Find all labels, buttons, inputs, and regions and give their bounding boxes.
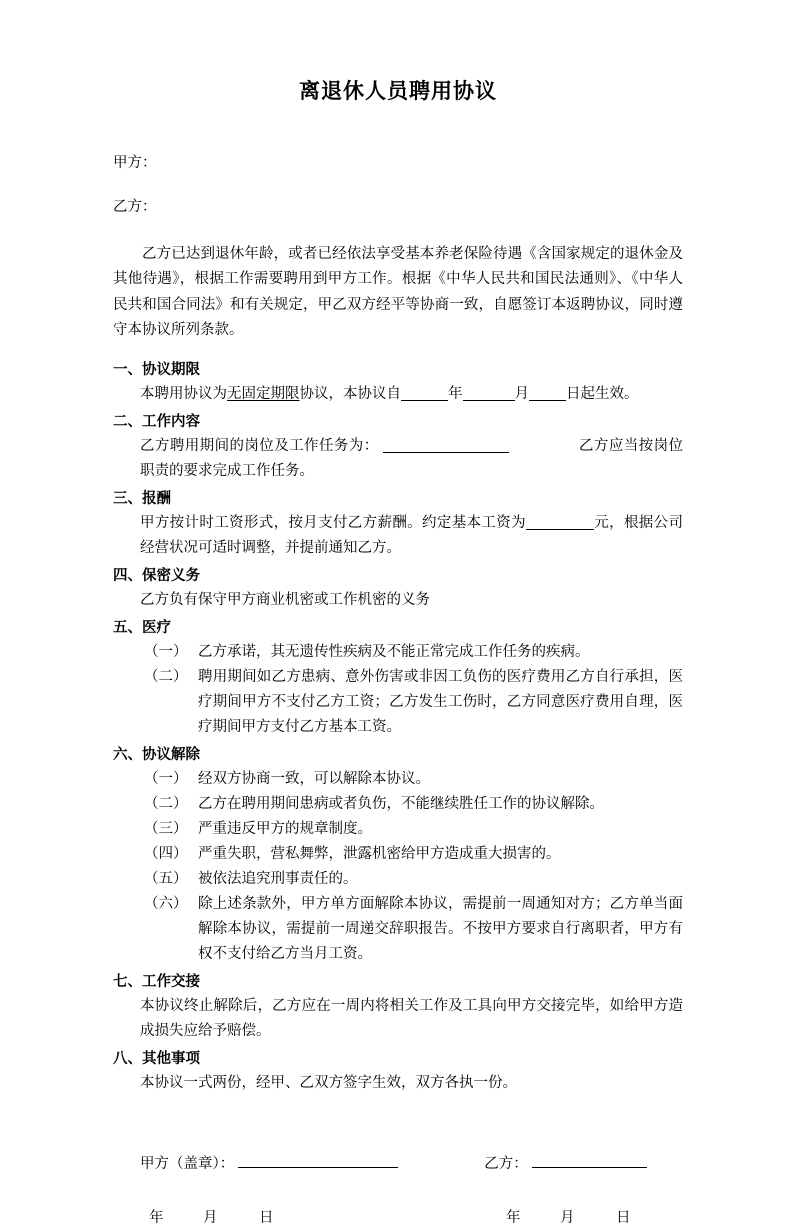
signature-party-b-label: 乙方：: [484, 1156, 528, 1173]
date-party-b: 年 月 日: [506, 1206, 616, 1230]
term-year-blank[interactable]: [401, 385, 448, 401]
term-year-label: 年: [448, 386, 463, 403]
section-termination: [113, 743, 683, 967]
list-item-text: 严重违反甲方的规章制度。: [198, 821, 372, 838]
signature-party-a: [140, 1152, 398, 1176]
list-item-text: 经双方协商一致，可以解除本协议。: [198, 771, 430, 788]
wage-text-1: 甲方按计时工资形式，按月支付乙方薪酬。约定基本工资为: [140, 515, 526, 532]
list-item-marker: （四）: [144, 846, 188, 863]
signature-party-b-blank[interactable]: [532, 1153, 647, 1168]
section-heading: 五、医疗: [113, 620, 171, 637]
section-handover: [113, 970, 683, 1044]
date-b-month: 月: [560, 1210, 575, 1227]
term-underlined-value: 无固定期限: [227, 386, 300, 403]
list-item-text: 聘用期间如乙方患病、意外伤害或非因工负伤的医疗费用乙方自行承担，医疗期间甲方不支付乙方工资；乙方发生工伤时，乙方同意医疗费用自理，医疗期间甲方支付乙方基本工资。: [198, 669, 683, 736]
preamble-paragraph: 乙方已达到退休年龄，或者已经依法享受基本养老保险待遇《含国家规定的退休金及其他待遇》，根据工作需要聘用到甲方工作。根据《中华人民共和国民法通则》、《中华人民共和国合同法》和有关规定，甲乙双方经平等协商一致，自愿签订本返聘协议，同时遵守本协议所列条款。: [113, 245, 683, 339]
section-agreement-term: [113, 358, 683, 407]
job-position-blank[interactable]: [383, 437, 509, 453]
section-body: 本协议一式两份，经甲、乙双方签字生效，双方各执一份。: [140, 1075, 517, 1092]
list-item: [113, 892, 683, 967]
date-a-year: 年: [149, 1210, 164, 1227]
list-item-marker: （二）: [144, 796, 188, 813]
section-heading: 七、工作交接: [113, 974, 200, 991]
signature-party-a-label: 甲方（盖章）：: [140, 1156, 235, 1173]
signature-spacer: [398, 1152, 484, 1176]
party-a-header: 甲方：: [113, 155, 157, 172]
term-month-label: 月: [514, 386, 529, 403]
section-heading: 六、协议解除: [113, 747, 200, 764]
list-item-text: 被依法追究刑事责任的。: [198, 871, 358, 888]
section-job-content: [113, 410, 683, 484]
section-medical: [113, 616, 683, 740]
list-item-marker: （二）: [144, 669, 188, 686]
document-body: [113, 0, 683, 1230]
section-body: 乙方负有保守甲方商业机密或工作机密的义务: [140, 592, 430, 609]
signature-row: [113, 1152, 683, 1176]
list-item-marker: （一）: [144, 644, 188, 661]
date-b-year: 年: [506, 1210, 521, 1227]
signature-party-a-blank[interactable]: [238, 1153, 398, 1168]
party-b-header: 乙方：: [113, 199, 157, 216]
signature-party-b: [484, 1152, 647, 1176]
term-day-label: 日起生效。: [566, 386, 639, 403]
section-body: [113, 511, 683, 561]
date-spacer: [259, 1206, 506, 1230]
list-item: [113, 842, 683, 867]
term-month-blank[interactable]: [463, 385, 515, 401]
list-item-marker: （五）: [144, 871, 188, 888]
section-heading: 三、报酬: [113, 491, 171, 508]
section-heading: 一、协议期限: [113, 362, 200, 379]
section-heading: 二、工作内容: [113, 414, 200, 431]
wage-text-2: 元，根据公司经营状况可适时调整，并提前通知乙方。: [140, 515, 683, 557]
list-item: [113, 665, 683, 740]
section-body: 本协议终止解除后，乙方应在一周内将相关工作及工具向甲方交接完毕，如给甲方造成损失应给予赔偿。: [140, 998, 683, 1040]
list-item-text: 乙方承诺，其无遗传性疾病及不能正常完成工作任务的疾病。: [198, 644, 590, 661]
section-confidentiality: [113, 564, 683, 613]
term-text-2: 协议，本协议自: [299, 386, 401, 403]
list-item-text: 严重失职，营私舞弊，泄露机密给甲方造成重大损害的。: [198, 846, 561, 863]
list-item-text: 除上述条款外，甲方单方面解除本协议，需提前一周通知对方；乙方单当面解除本协议，需提前一周递交辞职报告。不按甲方要求自行离职者，甲方有权不支付给乙方当月工资。: [198, 896, 683, 963]
list-item: [113, 817, 683, 842]
date-a-month: 月: [203, 1210, 218, 1227]
section-other-matters: [113, 1047, 683, 1096]
list-item-marker: （三）: [144, 821, 188, 838]
term-day-blank[interactable]: [529, 385, 566, 401]
list-item: [113, 792, 683, 817]
term-text-1: 本聘用协议为: [140, 386, 227, 403]
section-body: [113, 434, 683, 484]
section-remuneration: [113, 487, 683, 561]
job-text-2: 乙方应当按岗位职责的要求完成工作任务。: [140, 438, 684, 480]
wage-amount-blank[interactable]: [526, 514, 594, 530]
list-item: [113, 640, 683, 665]
date-row: [113, 1206, 683, 1230]
list-item-marker: （一）: [144, 771, 188, 788]
section-body: [113, 382, 683, 407]
job-text-1: 乙方聘用期间的岗位及工作任务为：: [140, 438, 379, 455]
list-item-text: 乙方在聘用期间患病或者负伤，不能继续胜任工作的协议解除。: [198, 796, 604, 813]
list-item: [113, 767, 683, 792]
page-title: 离退休人员聘用协议: [299, 79, 497, 103]
section-heading: 八、其他事项: [113, 1051, 200, 1068]
list-item: [113, 867, 683, 892]
section-heading: 四、保密义务: [113, 568, 200, 585]
date-party-a: 年 月 日: [149, 1206, 259, 1230]
list-item-marker: （六）: [144, 896, 188, 913]
